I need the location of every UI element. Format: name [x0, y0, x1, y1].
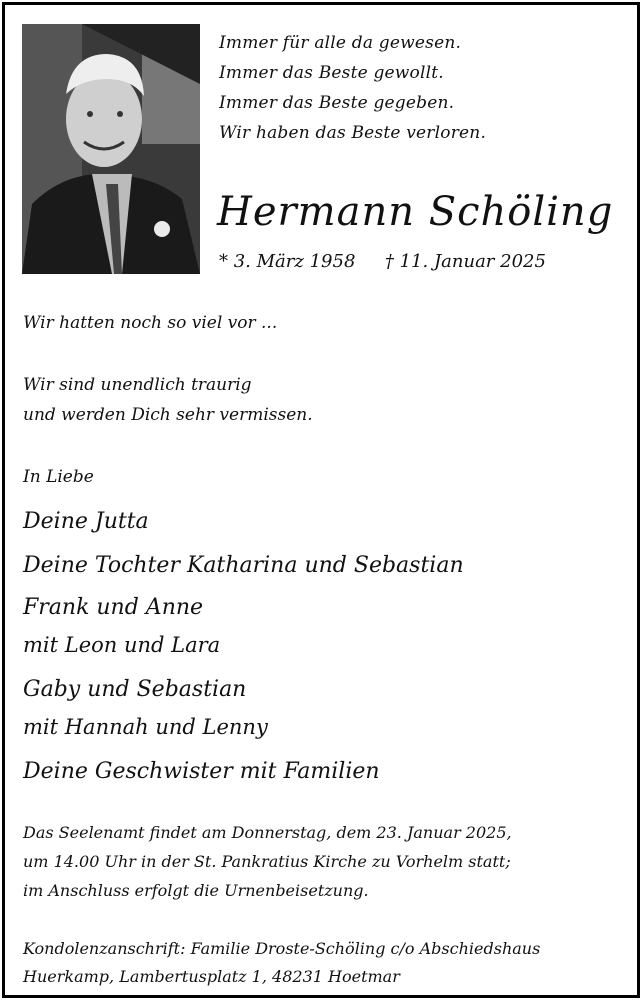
birth-date: * 3. März 1958 — [219, 251, 356, 272]
family-name: Deine Jutta — [23, 509, 149, 534]
service-line: Das Seelenamt findet am Donnerstag, dem 23. Januar 2025, — [23, 823, 512, 842]
portrait-icon — [22, 24, 200, 274]
condolence-line: Huerkamp, Lambertusplatz 1, 48231 Hoetmar — [23, 967, 400, 986]
poem-line: Immer für alle da gewesen. — [219, 33, 462, 53]
poem-line: Immer das Beste gewollt. — [219, 63, 444, 83]
poem-line: Wir haben das Beste verloren. — [219, 123, 487, 143]
condolence-line: Kondolenzanschrift: Familie Droste-Schöling c/o Abschiedshaus — [23, 939, 541, 958]
family-name: Deine Tochter Katharina und Sebastian — [23, 553, 464, 578]
message-line: Wir sind unendlich traurig — [23, 375, 252, 395]
service-line: um 14.00 Uhr in der St. Pankratius Kirche zu Vorhelm statt; — [23, 852, 511, 871]
death-date: † 11. Januar 2025 — [384, 251, 546, 272]
family-name: Gaby und Sebastian — [23, 677, 247, 702]
poem-line: Immer das Beste gegeben. — [219, 93, 455, 113]
family-name: mit Leon und Lara — [23, 633, 221, 657]
family-name: Deine Geschwister mit Familien — [23, 759, 380, 784]
family-intro: In Liebe — [23, 467, 94, 487]
family-name: Frank und Anne — [23, 595, 204, 620]
family-name: mit Hannah und Lenny — [23, 715, 268, 739]
obituary-notice — [2, 2, 640, 998]
message-line: Wir hatten noch so viel vor ... — [23, 313, 278, 333]
life-dates — [219, 251, 546, 272]
deceased-name: Hermann Schöling — [217, 189, 614, 235]
message-line: und werden Dich sehr vermissen. — [23, 405, 313, 425]
portrait-photo — [22, 24, 200, 274]
service-line: im Anschluss erfolgt die Urnenbeisetzung. — [23, 881, 369, 900]
